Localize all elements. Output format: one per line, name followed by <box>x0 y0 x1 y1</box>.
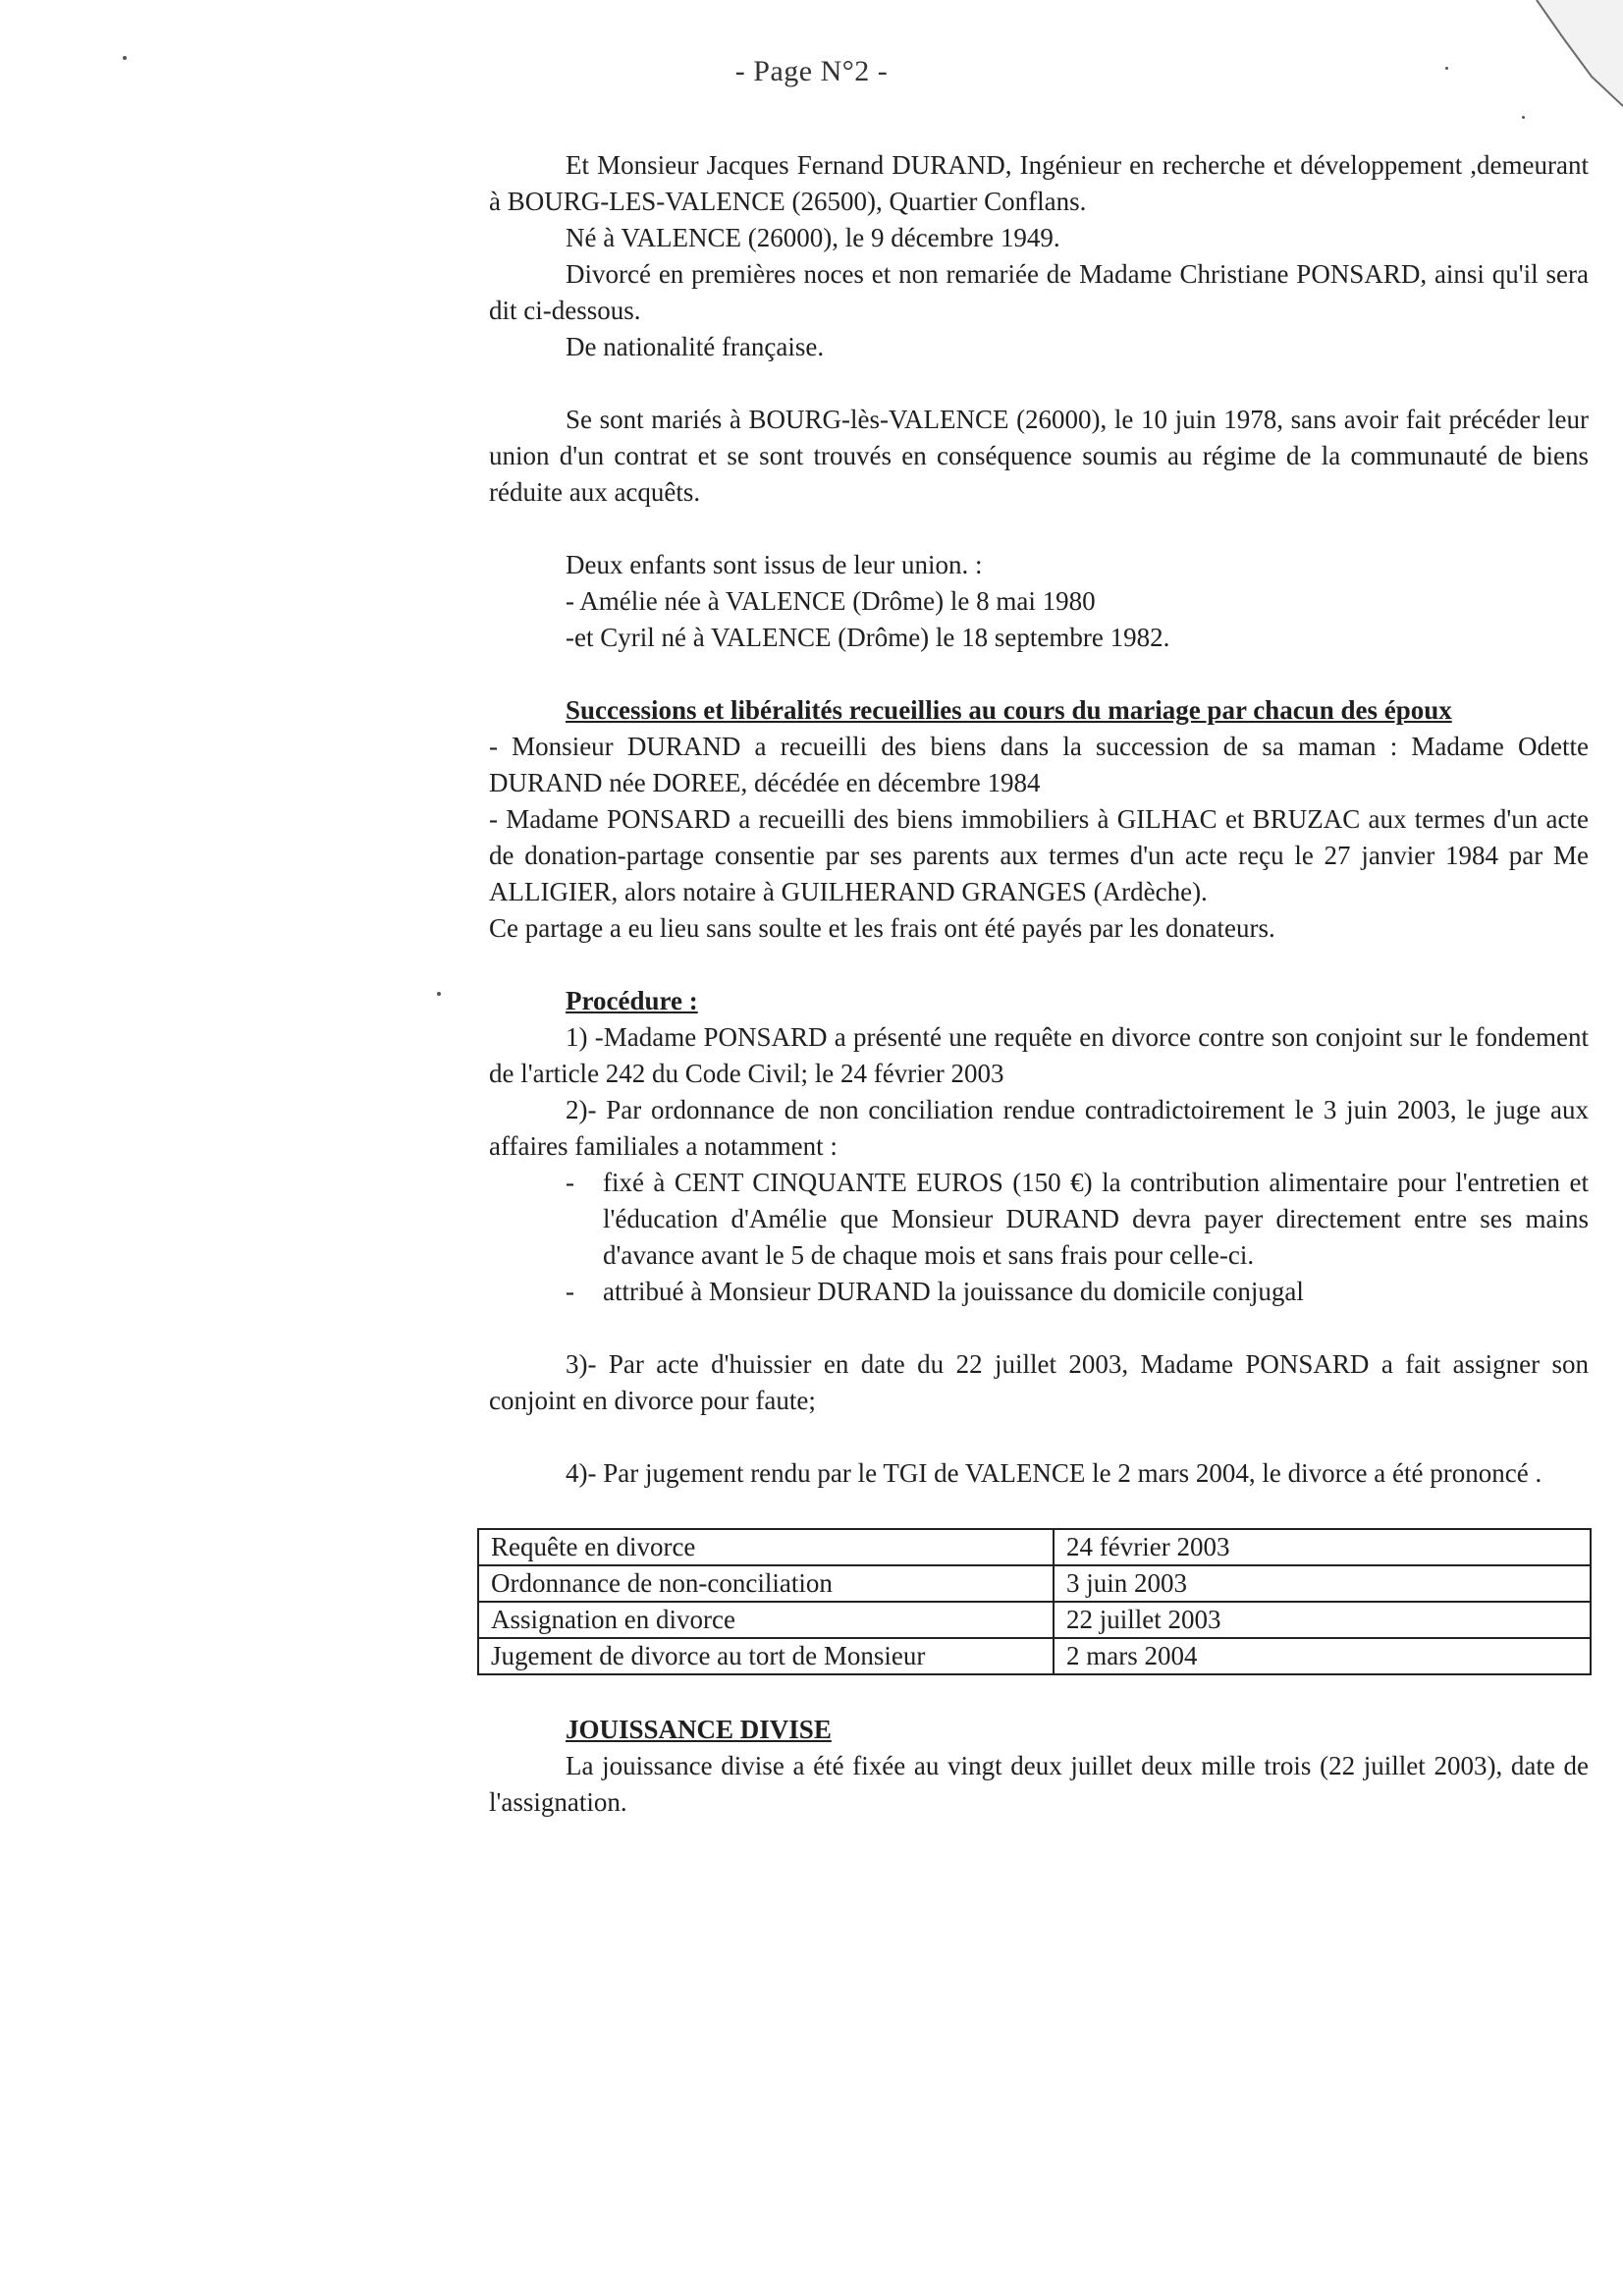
scan-corner-fold <box>1535 0 1623 108</box>
table-cell: Jugement de divorce au tort de Monsieur <box>478 1638 1054 1674</box>
table-cell: 3 juin 2003 <box>1054 1565 1591 1602</box>
marriage-paragraph: Se sont mariés à BOURG-lès-VALENCE (26000), le 10 juin 1978, sans avoir fait précéder leur union d'un contrat et se sont trouvés en conséquence soumis au régime de la communauté de biens réduite aux acquêts. <box>489 405 1589 507</box>
jouissance-heading: JOUISSANCE DIVISE <box>566 1715 832 1744</box>
table-cell: Ordonnance de non-conciliation <box>478 1565 1054 1602</box>
document-body <box>489 147 1589 1821</box>
procedure-dates-table <box>477 1528 1592 1675</box>
children-intro: Deux enfants sont issus de leur union. : <box>566 550 983 579</box>
birth-line: Né à VALENCE (26000), le 9 décembre 1949. <box>566 223 1060 252</box>
intro-paragraph: Et Monsieur Jacques Fernand DURAND, Ingénieur en recherche et développement ,demeurant à BOURG-LES-VALENCE (26500), Quartier Conflans. <box>489 150 1589 216</box>
table-row <box>478 1565 1591 1602</box>
procedure-heading: Procédure : <box>566 986 698 1015</box>
nationality-line: De nationalité française. <box>566 332 825 361</box>
table-row <box>478 1529 1591 1565</box>
scan-speck <box>437 992 441 996</box>
procedure-step: 1) -Madame PONSARD a présenté une requête en divorce contre son conjoint sur le fondement de l'article 242 du Code Civil; le 24 février 2003 <box>489 1022 1589 1088</box>
divorce-status-line: Divorcé en premières noces et non remariée de Madame Christiane PONSARD, ainsi qu'il sera dit ci-dessous. <box>489 259 1589 325</box>
bullet-text: fixé à CENT CINQUANTE EUROS (150 €) la contribution alimentaire pour l'entretien et l'éducation d'Amélie que Monsieur DURAND devra payer directement entre ses mains d'avance avant le 5 de chaque mois et sans frais pour celle-ci. <box>603 1168 1589 1270</box>
successions-heading: Successions et libéralités recueillies au cours du mariage par chacun des époux <box>566 695 1452 725</box>
procedure-step: 2)- Par ordonnance de non conciliation rendue contradictoirement le 3 juin 2003, le juge aux affaires familiales a notamment : <box>489 1095 1589 1161</box>
scan-speck <box>1522 116 1525 119</box>
succession-item: - Monsieur DURAND a recueilli des biens dans la succession de sa maman : Madame Odette DURAND née DOREE, décédée en décembre 1984 <box>489 732 1589 797</box>
jouissance-text: La jouissance divise a été fixée au vingt deux juillet deux mille trois (22 juillet 2003), date de l'assignation. <box>489 1751 1589 1817</box>
bullet-marker: - <box>566 1277 574 1306</box>
procedure-step: 4)- Par jugement rendu par le TGI de VALENCE le 2 mars 2004, le divorce a été prononcé . <box>566 1458 1542 1488</box>
table-row <box>478 1638 1591 1674</box>
procedure-bullet <box>489 1274 1589 1310</box>
succession-item: - Madame PONSARD a recueilli des biens immobiliers à GILHAC et BRUZAC aux termes d'un acte de donation-partage consentie par ses parents aux termes d'un acte reçu le 27 janvier 1984 par Me ALLIGIER, alors notaire à GUILHERAND GRANGES (Ardèche). <box>489 804 1589 906</box>
bullet-text: attribué à Monsieur DURAND la jouissance du domicile conjugal <box>603 1277 1304 1306</box>
child-item: - Amélie née à VALENCE (Drôme) le 8 mai 1980 <box>566 586 1096 616</box>
child-item: -et Cyril né à VALENCE (Drôme) le 18 septembre 1982. <box>566 623 1170 652</box>
procedure-step: 3)- Par acte d'huissier en date du 22 juillet 2003, Madame PONSARD a fait assigner son conjoint en divorce pour faute; <box>489 1349 1589 1415</box>
table-cell: 22 juillet 2003 <box>1054 1602 1591 1638</box>
succession-note: Ce partage a eu lieu sans soulte et les frais ont été payés par les donateurs. <box>489 913 1275 943</box>
procedure-bullet <box>489 1165 1589 1274</box>
table-cell: 2 mars 2004 <box>1054 1638 1591 1674</box>
table-cell: Requête en divorce <box>478 1529 1054 1565</box>
bullet-marker: - <box>566 1168 574 1197</box>
table-cell: 24 février 2003 <box>1054 1529 1591 1565</box>
table-cell: Assignation en divorce <box>478 1602 1054 1638</box>
page-number-header: - Page N°2 - <box>734 55 889 87</box>
table-row <box>478 1602 1591 1638</box>
